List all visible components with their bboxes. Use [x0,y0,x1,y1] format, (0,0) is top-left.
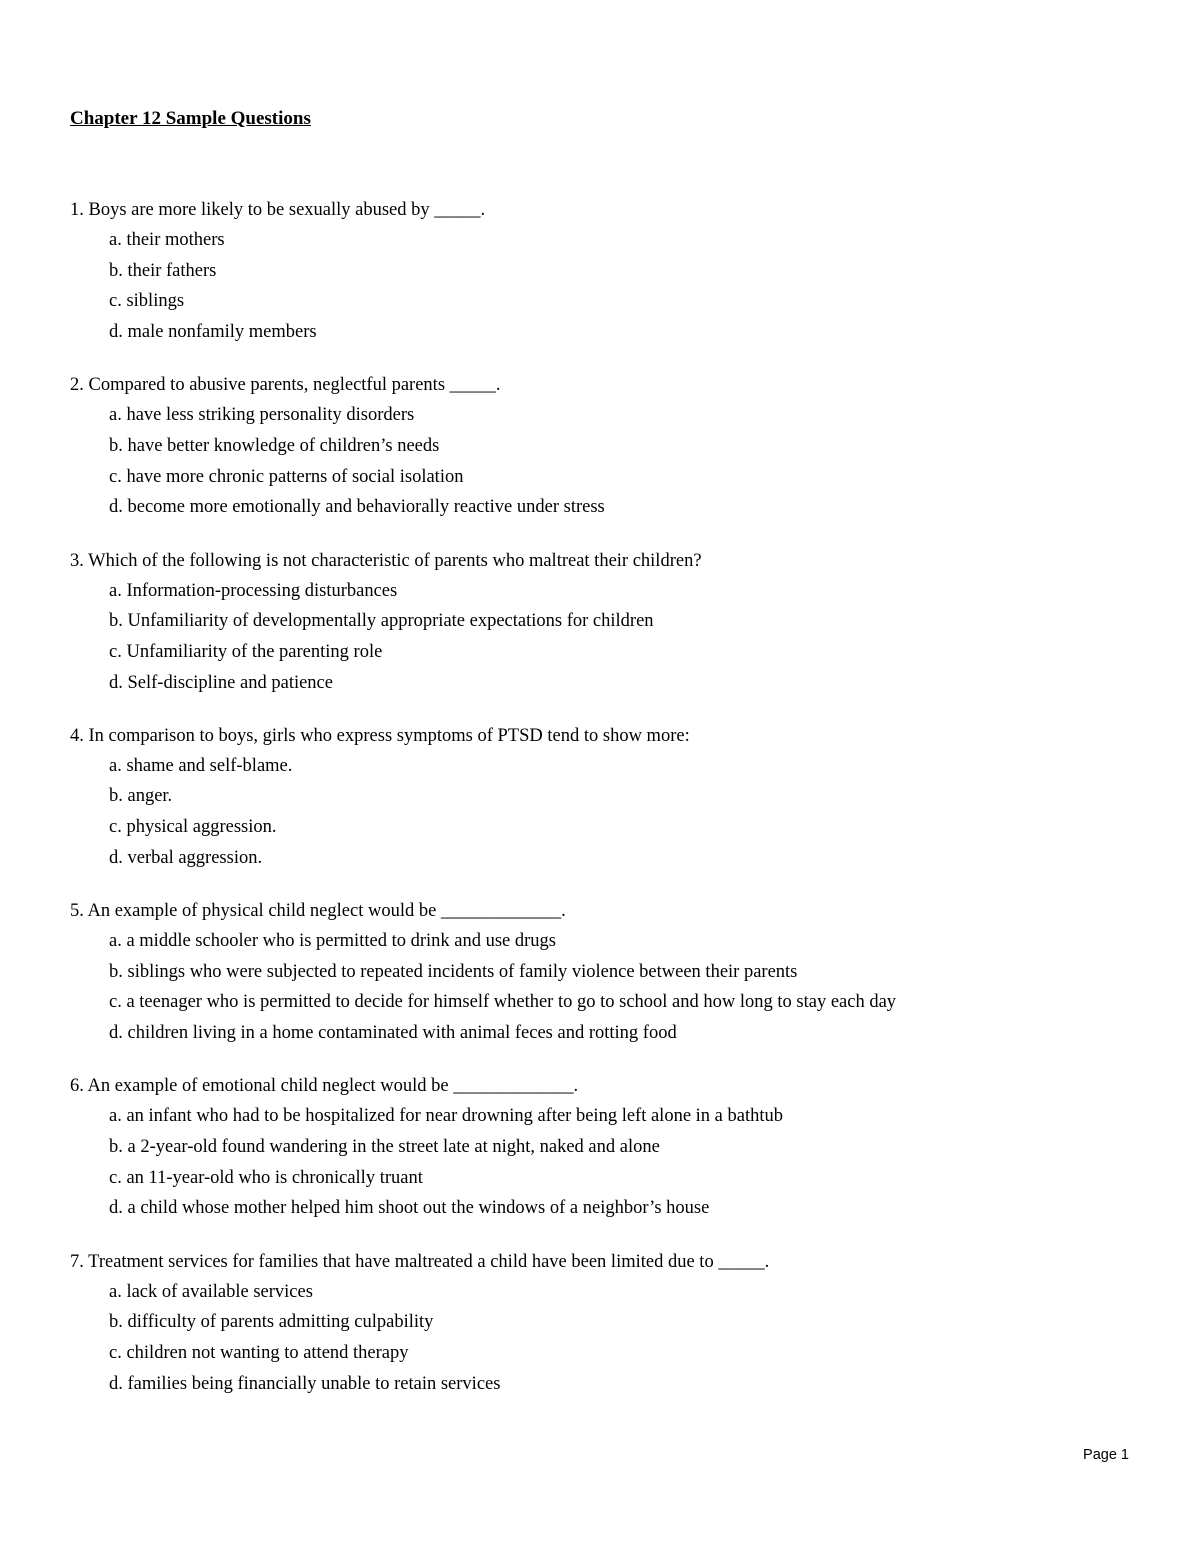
question-7 [70,1247,1150,1400]
answer-option-c: c. an 11-year-old who is chronically truant [109,1167,423,1188]
answer-option-d: d. Self-discipline and patience [109,672,333,693]
answer-option-d: d. a child whose mother helped him shoot out the windows of a neighbor’s house [109,1198,710,1219]
question-4 [70,721,1150,874]
answer-option-b: b. have better knowledge of children’s needs [109,435,440,456]
answer-option-a: a. lack of available services [109,1281,313,1302]
answer-options [70,926,1150,1049]
answer-option-c: c. Unfamiliarity of the parenting role [109,641,383,662]
question-stem: 7. Treatment services for families that have maltreated a child have been limited due to _____. [70,1251,770,1272]
answer-option-d: d. become more emotionally and behaviorally reactive under stress [109,497,605,518]
answer-options [70,1101,1150,1224]
question-list [70,195,1150,1422]
answer-option-a: a. their mothers [109,230,225,250]
page-title: Chapter 12 Sample Questions [70,108,311,129]
answer-options [70,576,1150,699]
question-stem: 6. An example of emotional child neglect would be _____________. [70,1076,579,1097]
question-stem: 3. Which of the following is not characteristic of parents who maltreat their children? [70,550,702,571]
answer-option-a: a. Information-processing disturbances [109,580,398,601]
question-1 [70,195,1150,348]
question-stem: 2. Compared to abusive parents, neglectful parents _____. [70,375,501,396]
answer-options [70,1277,1150,1400]
answer-option-d: d. male nonfamily members [109,322,317,343]
answer-option-c: c. a teenager who is permitted to decide for himself whether to go to school and how long to stay each day [109,992,897,1013]
answer-option-d: d. children living in a home contaminated with animal feces and rotting food [109,1023,677,1044]
answer-option-b: b. anger. [109,786,173,807]
answer-option-d: d. families being financially unable to retain services [109,1373,501,1394]
answer-option-a: a. shame and self-blame. [109,755,293,776]
answer-option-a: a. a middle schooler who is permitted to drink and use drugs [109,931,556,951]
question-6 [70,1071,1150,1224]
answer-option-b: b. siblings who were subjected to repeated incidents of family violence between their parents [109,961,798,982]
question-stem: 1. Boys are more likely to be sexually abused by _____. [70,200,486,220]
answer-option-c: c. siblings [109,291,185,312]
question-stem: 4. In comparison to boys, girls who express symptoms of PTSD tend to show more: [70,725,690,746]
answer-option-b: b. difficulty of parents admitting culpability [109,1312,434,1333]
question-2 [70,370,1150,523]
answer-option-c: c. physical aggression. [109,817,277,838]
answer-option-a: a. an infant who had to be hospitalized for near drowning after being left alone in a bathtub [109,1106,783,1127]
answer-option-b: b. their fathers [109,260,217,281]
question-stem: 5. An example of physical child neglect would be _____________. [70,901,566,921]
answer-options [70,751,1150,874]
answer-option-b: b. a 2-year-old found wandering in the street late at night, naked and alone [109,1136,660,1157]
answer-option-b: b. Unfamiliarity of developmentally appropriate expectations for children [109,611,654,632]
question-3 [70,546,1150,699]
answer-option-c: c. children not wanting to attend therapy [109,1342,409,1363]
answer-option-a: a. have less striking personality disorders [109,405,415,426]
question-5 [70,896,1150,1049]
answer-option-c: c. have more chronic patterns of social isolation [109,466,464,487]
answer-options [70,225,1150,348]
page-number: Page 1 [1083,1447,1129,1463]
answer-options [70,400,1150,523]
answer-option-d: d. verbal aggression. [109,847,263,868]
